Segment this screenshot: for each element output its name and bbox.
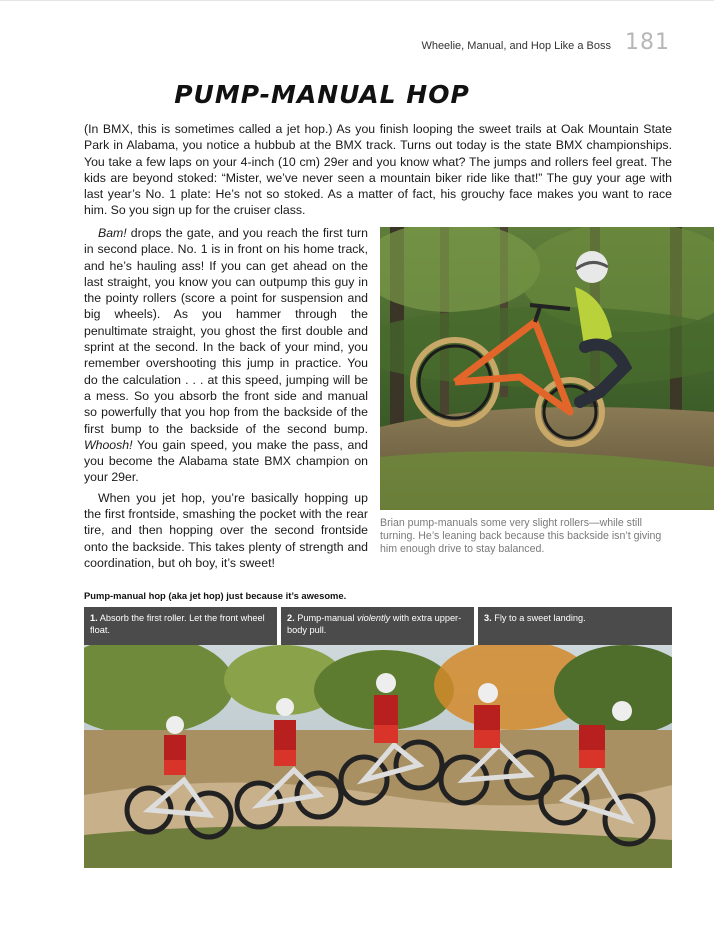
race-lead: Bam! — [98, 226, 127, 240]
sequence-caption: Pump-manual hop (aka jet hop) just because it’s awesome. — [84, 590, 347, 601]
race-emphasis: Whoosh! — [84, 437, 133, 452]
running-title: Wheelie, Manual, and Hop Like a Boss — [421, 40, 611, 52]
intro-paragraph: (In BMX, this is sometimes called a jet hop.) As you finish looping the sweet trails at Oak Mountain State Park in Alabama, you notice a hubbub at the BMX track. Turns out today is the state BMX championships. You take a few laps on your 4-inch (10 cm) 29er and you know what? The jumps and rollers feel great. The kids are beyond stoked: “Mister, we’ve never seen a mountain biker ride like that!” The guy your age with last year’s No. 1 plate: He’s not so stoked. As a matter of fact, his grouchy face makes you want to race him. So you sign up for the cruiser class. — [84, 122, 672, 218]
step-2-number: 2. — [287, 613, 295, 623]
race-text-2: You gain speed, you make the pass, and you become the Alabama state BMX champion on your 29er. — [84, 437, 368, 485]
rider-manual-photo — [380, 227, 714, 510]
body-column — [84, 225, 368, 571]
step-2-emphasis: violently — [356, 613, 391, 623]
step-3-number: 3. — [484, 613, 492, 623]
step-3-box — [478, 607, 672, 645]
running-header — [421, 30, 670, 55]
step-2-pre: Pump-manual — [297, 613, 357, 623]
step-2-box — [281, 607, 474, 645]
page-top-edge — [0, 0, 714, 1]
technique-paragraph: When you jet hop, you’re basically hopping up the first frontside, smashing the pocket with the rear tire, and then hopping over the second frontside onto the backside. This takes plenty of strength and coordination, but oh boy, it’s sweet! — [84, 490, 368, 570]
race-text-1: drops the gate, and you reach the first turn in second place. No. 1 is in front on his home track, and he’s hauling ass! If you can get ahead on the last straight, you know you can outpump this guy in the pointy rollers (score a point for suspension and big wheels). As you hammer through the penultimate straight, you ghost the first double and sprint at the second. In the back of your mind, you remember overshooting this jump in practice. You do the calculation . . . at this speed, jumping will be a mess. So you absorb the front side and manual so powerfully that you hop from the backside of the first bump to the backside of the second bump. — [84, 226, 368, 436]
step-3-text: Fly to a sweet landing. — [494, 613, 586, 623]
step-1-number: 1. — [90, 613, 98, 623]
page-number: 181 — [625, 30, 670, 55]
step-1-box — [84, 607, 277, 645]
sequence-photo — [84, 645, 672, 868]
section-title: PUMP-MANUAL HOP — [174, 80, 470, 109]
step-1-text: Absorb the first roller. Let the front wheel float. — [90, 613, 265, 635]
photo-caption: Brian pump-manuals some very slight rollers—while still turning. He’s leaning back because this backside isn’t giving him enough drive to stay balanced. — [380, 517, 662, 556]
race-paragraph — [84, 225, 368, 486]
step-2-post: with extra upper-body pull. — [287, 613, 462, 635]
